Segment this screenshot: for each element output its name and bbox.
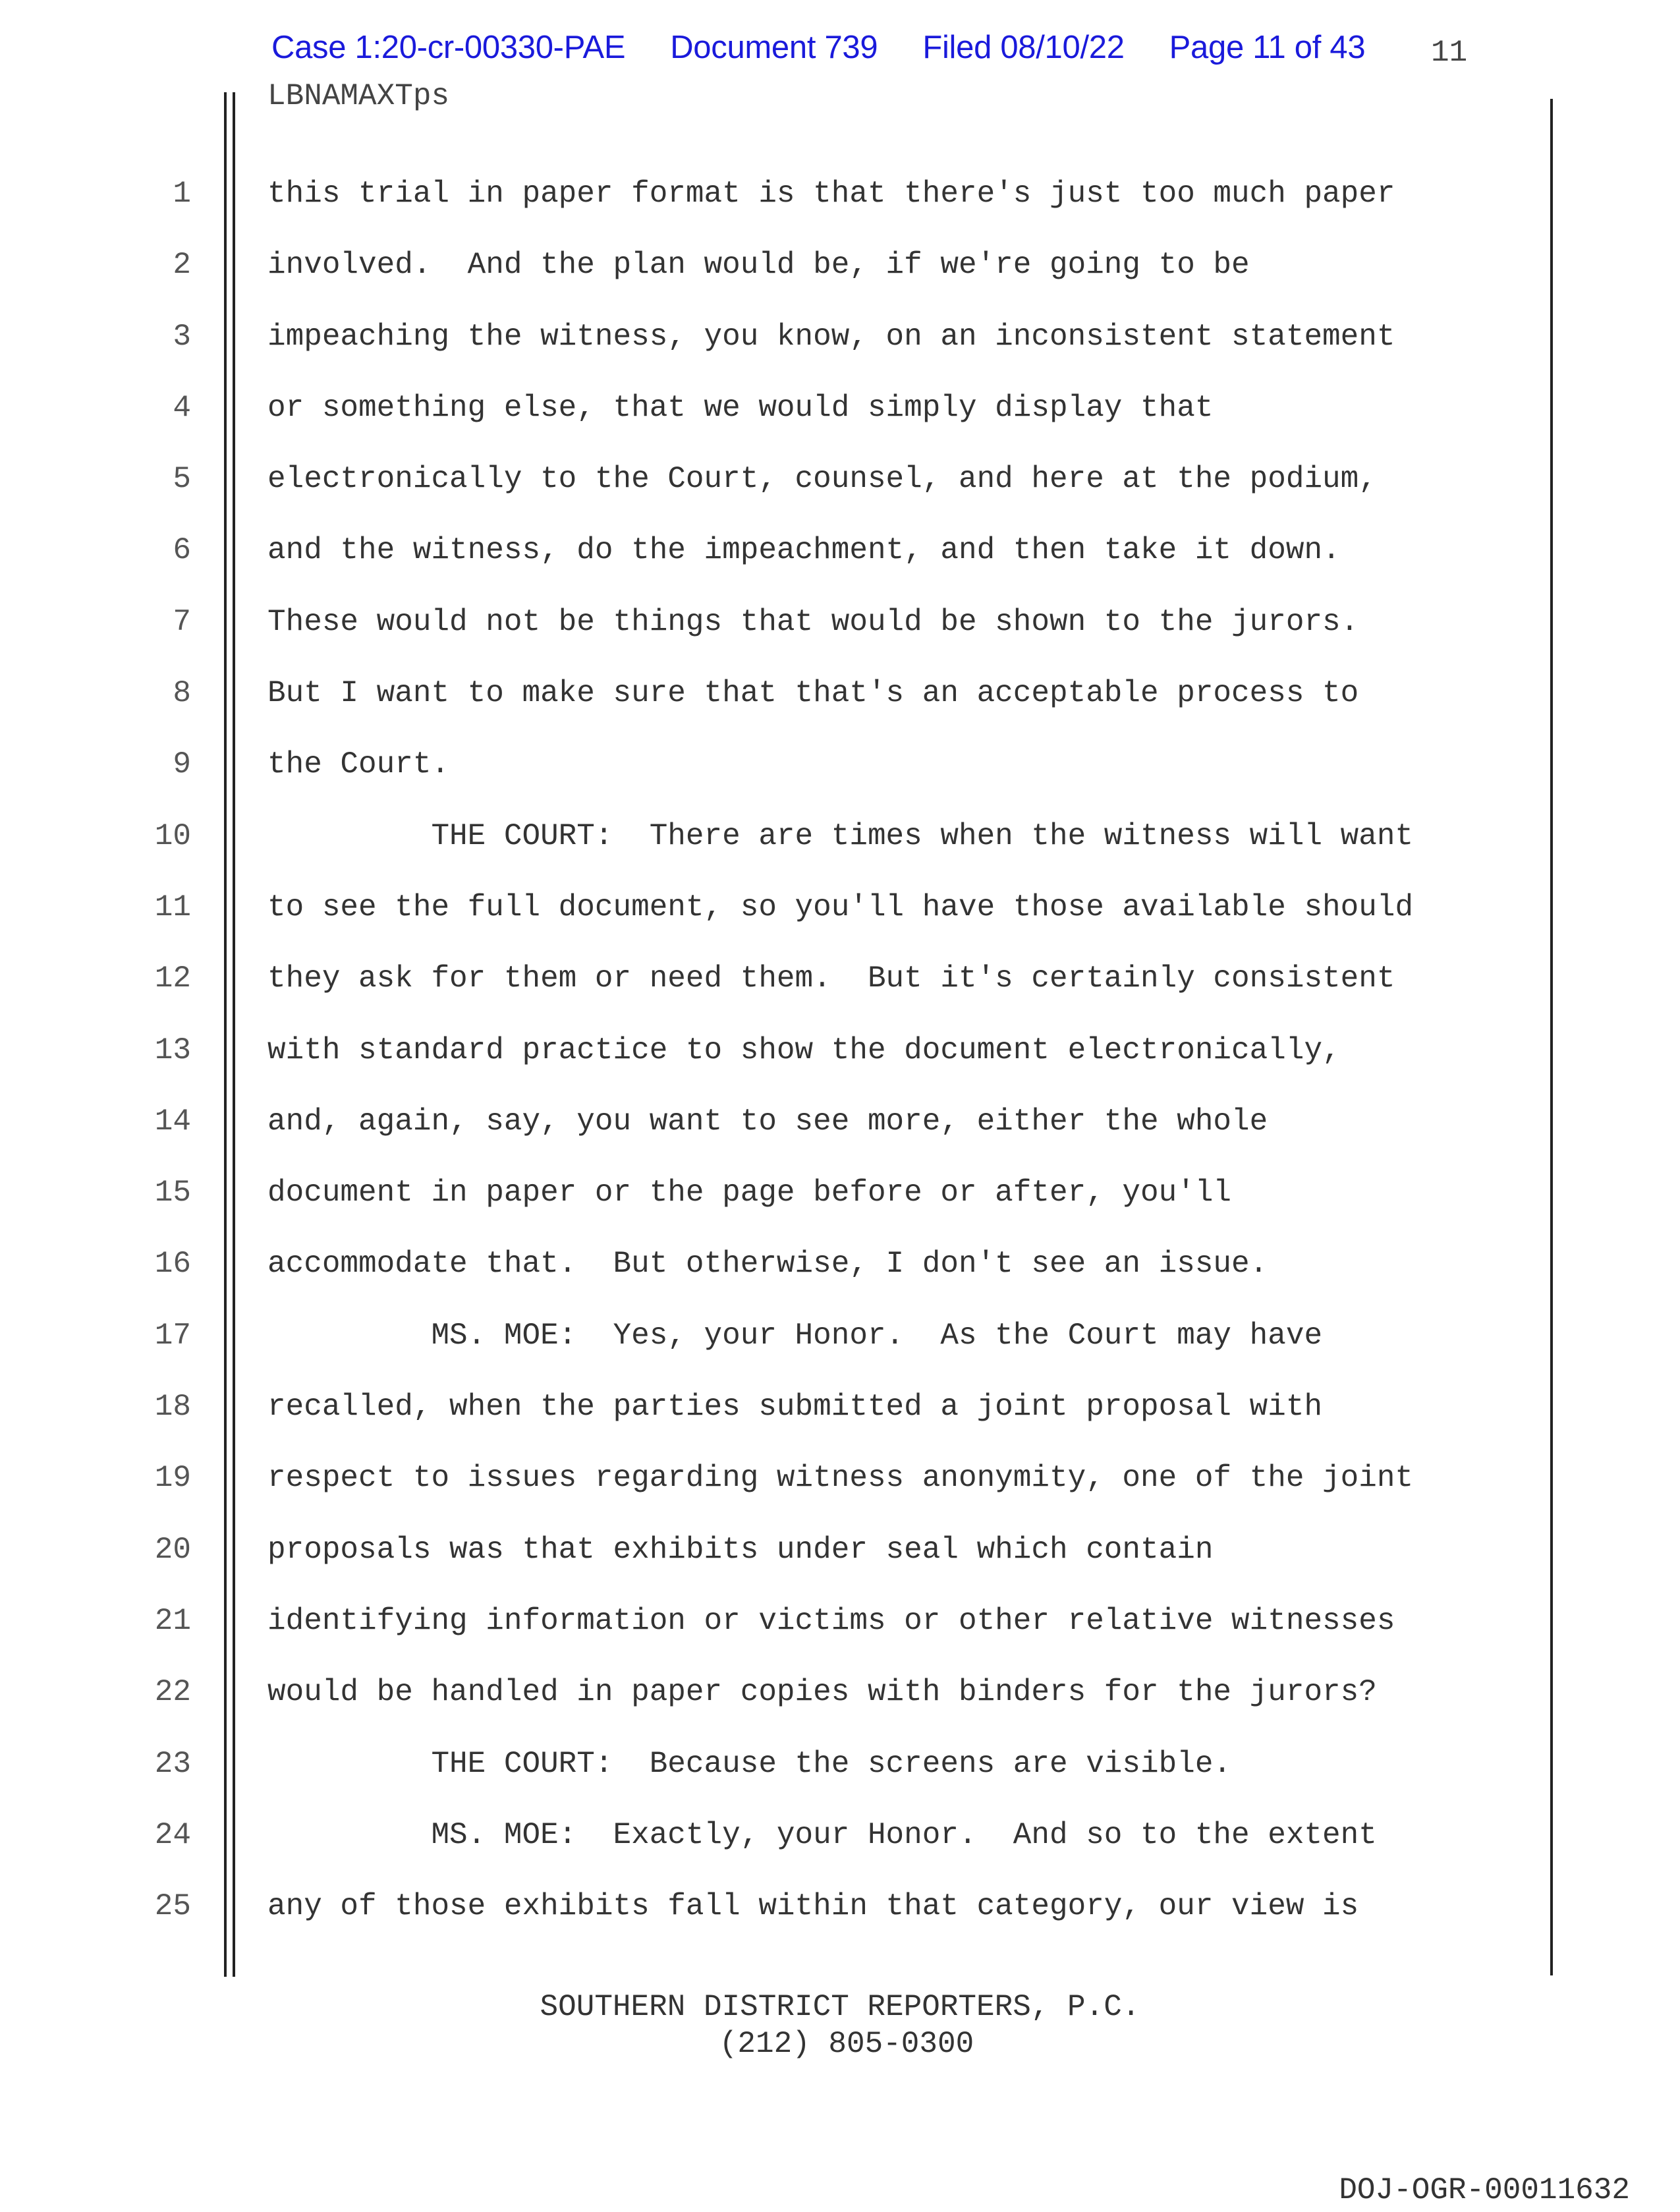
line-number: 19	[154, 1461, 191, 1496]
line-number: 11	[154, 890, 191, 924]
transcript-line: respect to issues regarding witness anonymity, one of the joint	[267, 1461, 1414, 1496]
reporter-name: SOUTHERN DISTRICT REPORTERS, P.C.	[540, 1990, 1140, 2024]
transcript-line: and, again, say, you want to see more, either the whole	[267, 1104, 1268, 1139]
line-number: 22	[154, 1675, 191, 1710]
transcript-line: MS. MOE: Yes, your Honor. As the Court may have	[267, 1318, 1323, 1353]
ecf-header	[271, 29, 1365, 66]
transcript-line: impeaching the witness, you know, on an inconsistent statement	[267, 319, 1395, 354]
line-number: 7	[173, 604, 191, 639]
line-number: 1	[173, 177, 191, 211]
transcript-line: electronically to the Court, counsel, and here at the podium,	[267, 462, 1377, 497]
line-number: 10	[154, 818, 191, 853]
transcript-line: THE COURT: Because the screens are visible.	[267, 1746, 1232, 1781]
line-number: 9	[173, 747, 191, 782]
transcript-line: These would not be things that would be shown to the jurors.	[267, 604, 1359, 639]
line-number: 16	[154, 1247, 191, 1282]
transcript-line: accommodate that. But otherwise, I don't see an issue.	[267, 1247, 1268, 1282]
transcript-line: with standard practice to show the document electronically,	[267, 1033, 1341, 1067]
transcript-body	[267, 173, 1532, 1956]
line-number: 4	[173, 390, 191, 425]
transcript-line: any of those exhibits fall within that category, our view is	[267, 1889, 1359, 1924]
transcript-line: MS. MOE: Exactly, your Honor. And so to the extent	[267, 1817, 1377, 1852]
document-number: Document 739	[670, 30, 878, 65]
line-number: 12	[154, 961, 191, 996]
transcript-line: the Court.	[267, 747, 450, 782]
transcript-line: would be handled in paper copies with binders for the jurors?	[267, 1675, 1377, 1710]
case-number: Case 1:20-cr-00330-PAE	[271, 30, 626, 65]
page-indicator: Page 11 of 43	[1169, 30, 1366, 65]
line-number-column	[138, 173, 191, 1956]
line-number: 21	[154, 1603, 191, 1638]
bates-number: DOJ-OGR-00011632	[1339, 2173, 1630, 2207]
reporter-phone: (212) 805-0300	[719, 2027, 974, 2061]
line-number: 5	[173, 462, 191, 497]
line-number: 14	[154, 1104, 191, 1139]
transcript-page-number: 11	[1431, 36, 1468, 70]
line-number: 17	[154, 1318, 191, 1353]
transcript-header-code: LBNAMAXTps	[267, 79, 450, 113]
line-number: 18	[154, 1390, 191, 1425]
transcript-line: they ask for them or need them. But it's certainly consistent	[267, 961, 1395, 996]
line-number: 15	[154, 1176, 191, 1210]
transcript-line: But I want to make sure that that's an acceptable process to	[267, 676, 1359, 711]
transcript-line: involved. And the plan would be, if we're going to be	[267, 248, 1250, 283]
line-number: 3	[173, 319, 191, 354]
line-number: 25	[154, 1889, 191, 1924]
line-number: 6	[173, 533, 191, 568]
line-number: 2	[173, 248, 191, 283]
transcript-line: recalled, when the parties submitted a joint proposal with	[267, 1390, 1323, 1425]
transcript-line: this trial in paper format is that there's just too much paper	[267, 177, 1395, 211]
transcript-line: to see the full document, so you'll have those available should	[267, 890, 1414, 924]
left-margin-rule-outer	[224, 92, 227, 1977]
line-number: 23	[154, 1746, 191, 1781]
transcript-line: and the witness, do the impeachment, and then take it down.	[267, 533, 1341, 568]
transcript-line: or something else, that we would simply display that	[267, 390, 1214, 425]
transcript-line: identifying information or victims or other relative witnesses	[267, 1603, 1395, 1638]
filed-date: Filed 08/10/22	[922, 30, 1125, 65]
transcript-line: proposals was that exhibits under seal which contain	[267, 1532, 1214, 1567]
transcript-line: document in paper or the page before or after, you'll	[267, 1176, 1232, 1210]
line-number: 24	[154, 1817, 191, 1852]
line-number: 20	[154, 1532, 191, 1567]
transcript-line: THE COURT: There are times when the witness will want	[267, 818, 1414, 853]
right-margin-rule	[1550, 99, 1553, 1975]
left-margin-rule-inner	[233, 92, 235, 1977]
reporter-footer	[0, 1989, 1680, 2062]
line-number: 8	[173, 676, 191, 711]
line-number: 13	[154, 1033, 191, 1067]
